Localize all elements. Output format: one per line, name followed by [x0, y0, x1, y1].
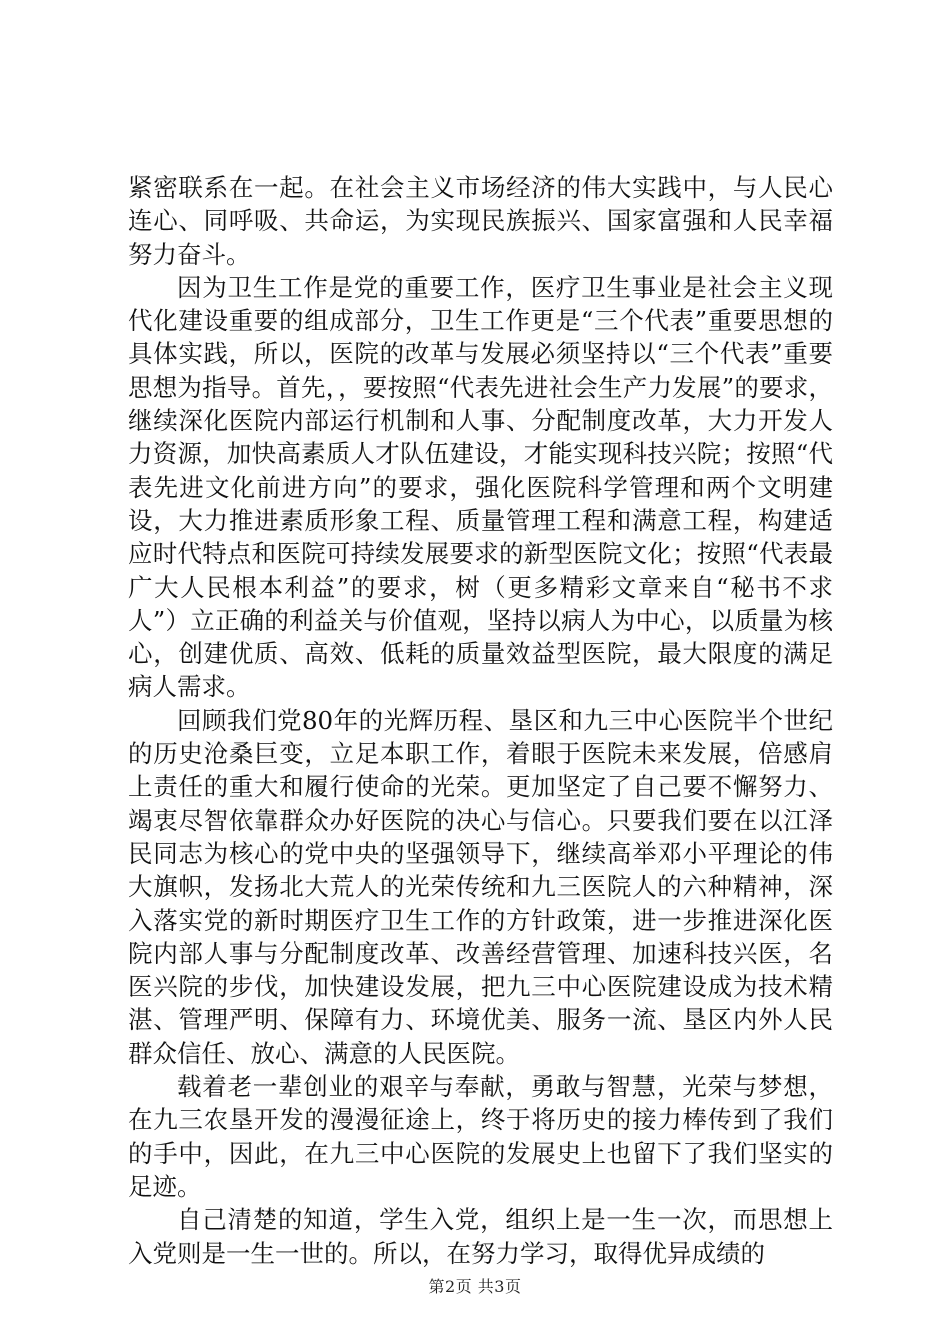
- body-text: [128, 171, 833, 1270]
- paragraph-1: 紧密联系在一起。在社会主义市场经济的伟大实践中，与人民心连心、同呼吸、共命运，为实现民族振兴、国家富强和人民幸福努力奋斗。: [128, 173, 833, 269]
- paragraph-5: 自己清楚的知道，学生入党，组织上是一生一次，而思想上入党则是一生一世的。所以，在努力学习，取得优异成绩的: [128, 1205, 833, 1268]
- paragraph-4: 载着老一辈创业的艰辛与奉献，勇敢与智慧，光荣与梦想，在九三农垦开发的漫漫征途上，终于将历史的接力棒传到了我们的手中，因此，在九三中心医院的发展史上也留下了我们坚实的足迹。: [128, 1072, 833, 1201]
- page-footer: 第2页 共3页: [428, 1277, 522, 1296]
- paragraph-3: 回顾我们党80年的光辉历程、垦区和九三中心医院半个世纪的历史沧桑巨变，立足本职工作，着眼于医院未来发展，倍感肩上责任的重大和履行使命的光荣。更加坚定了自己要不懈努力、竭衷尽智依靠群众办好医院的决心与信心。只要我们要在以江泽民同志为核心的党中央的坚强领导下，继续高举邓小平理论的伟大旗帜，发扬北大荒人的光荣传统和九三医院人的六种精神，深入落实党的新时期医疗卫生工作的方针政策，进一步推进深化医院内部人事与分配制度改革、改善经营管理、加速科技兴医，名医兴院的步伐，加快建设发展，把九三中心医院建设成为技术精湛、管理严明、保障有力、环境优美、服务一流、垦区内外人民群众信任、放心、满意的人民医院。: [128, 705, 833, 1068]
- paragraph-2: 因为卫生工作是党的重要工作，医疗卫生事业是社会主义现代化建设重要的组成部分，卫生工作更是“三个代表”重要思想的具体实践，所以，医院的改革与发展必须坚持以“三个代表”重要思想为指导。首先，，要按照“代表先进社会生产力发展”的要求，继续深化医院内部运行机制和人事、分配制度改革，大力开发人力资源，加快高素质人才队伍建设，才能实现科技兴院；按照“代表先进文化前进方向”的要求，强化医院科学管理和两个文明建设，大力推进素质形象工程、质量管理工程和满意工程，构建适应时代特点和医院可持续发展要求的新型医院文化；按照“代表最广大人民根本利益”的要求，树（更多精彩文章来自“秘书不求人”）立正确的利益关与价值观，坚持以病人为中心，以质量为核心，创建优质、高效、低耗的质量效益型医院，最大限度的满足病人需求。: [128, 272, 833, 702]
